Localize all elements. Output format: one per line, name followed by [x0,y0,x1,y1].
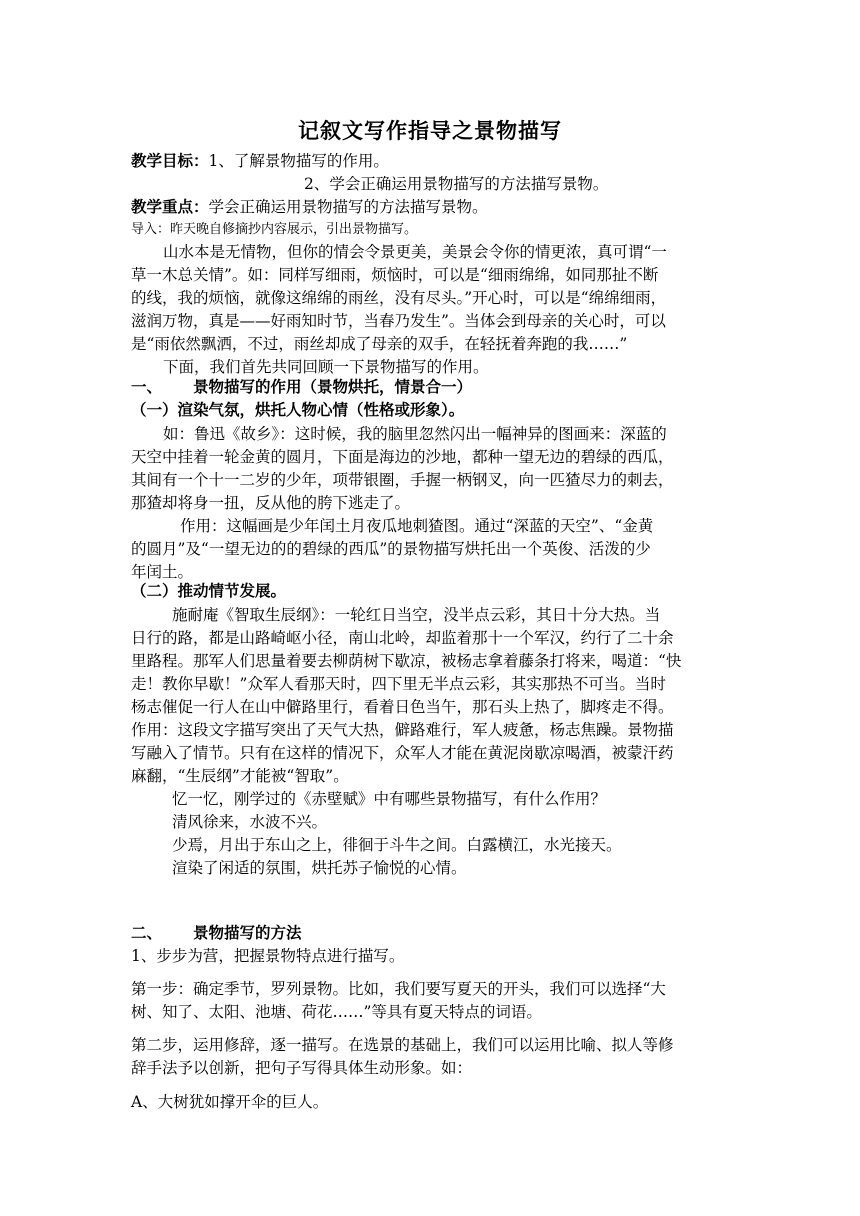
section2-heading [131,922,302,944]
section2-title: 景物描写的方法 [193,924,302,942]
step2-line: 第二步，运用修辞，逐一描写。在选景的基础上，我们可以运用比喻、拟人等修 [131,1036,674,1054]
para1-line: 山水本是无情物，但你的情会令景更美，美景会令你的情更浓，真可谓“一 [163,243,667,261]
example2-line: 作用：这段文字描写突出了天气大热，僻路难行，军人疲惫，杨志焦躁。景物描 [131,721,674,739]
effect1-line: 作用：这幅画是少年闰土月夜瓜地刺猹图。通过“深蓝的天空”、“金黄 [180,517,654,535]
objectives-line-1 [131,150,389,172]
section1-title: 景物描写的作用（景物烘托，情景合一） [193,378,473,396]
subsection2-heading: （二）推动情节发展。 [131,582,287,600]
recall-quote-2: 少焉，月出于东山之上，徘徊于斗牛之间。白露横江，水光接天。 [172,836,622,854]
example2-line: 走！教你早歇！”众军人看那天时，四下里无半点云彩，其实那热不可当。当时 [131,675,666,693]
step1-line: 第一步：确定季节，罗列景物。比如，我们要写夏天的开头，我们可以选择“大 [131,980,666,998]
step1-line: 树、知了、太阳、池塘、荷花……”等具有夏天特点的词语。 [131,1003,542,1021]
para1-line: 草一木总关情”。如：同样写细雨，烦恼时，可以是“细雨绵绵，如同那扯不断 [131,266,659,284]
para1-line: 的线，我的烦恼，就像这绵绵的雨丝，没有尽头。”开心时，可以是“绵绵细雨， [131,289,667,307]
method1-line: 1、步步为营，把握景物特点进行描写。 [131,947,405,965]
example2-line: 写融入了情节。只有在这样的情况下，众军人才能在黄泥岗歇凉喝酒，被蒙汗药 [131,744,674,762]
intro-line: 导入：昨天晚自修摘抄内容展示，引出景物描写。 [131,222,418,237]
effect1-line: 的圆月”及“一望无边的的碧绿的西瓜”的景物描写烘托出一个英俊、活泼的少 [131,540,651,558]
para2-line: 下面，我们首先共同回顾一下景物描写的作用。 [163,358,489,376]
example1-line: 其间有一个十一二岁的少年，项带银圈，手握一柄钢叉，向一匹猹尽力的刺去， [131,471,674,489]
example2-line: 杨志催促一行人在山中僻路里行，看着日色当午，那石头上热了，脚疼走不得。 [131,698,674,716]
objectives-label: 教学目标： [131,152,209,170]
recall-question: 忆一忆，刚学过的《赤壁赋》中有哪些景物描写，有什么作用？ [172,790,607,808]
recall-quote-1: 清风徐来，水波不兴。 [172,813,328,831]
subsection1-heading: （一）渲染气氛，烘托人物心情（性格或形象）。 [131,401,465,419]
objective-1: 1、了解景物描写的作用。 [208,152,389,170]
section1-heading [131,376,472,398]
example1-line: 那猹却将身一扭，反从他的胯下逃走了。 [131,494,411,512]
para1-line: 滋润万物，真是——好雨知时节，当春乃发生”。当体会到母亲的关心时，可以 [131,312,666,330]
document-title: 记叙文写作指导之景物描写 [298,119,562,143]
key-points-label: 教学重点： [131,198,209,216]
step2-line: 辞手法予以创新，把句子写得具体生动形象。如： [131,1059,473,1077]
section2-number: 二、 [131,924,163,942]
example2-line: 施耐庵《智取生辰纲》：一轮红日当空，没半点云彩，其日十分大热。当 [172,606,661,624]
para1-line: 是“雨依然飘洒，不过，雨丝却成了母亲的双手，在轻抚着奔跑的我……” [131,335,628,353]
recall-answer: 渲染了闲适的氛围，烘托苏子愉悦的心情。 [172,859,467,877]
example-a-line: A、大树犹如撑开伞的巨人。 [131,1093,329,1111]
objective-2: 2、学会正确运用景物描写的方法描写景物。 [304,175,609,193]
example2-line: 麻翻，“生辰纲”才能被“智取”。 [131,767,349,785]
example1-line: 天空中挂着一轮金黄的圆月，下面是海边的沙地，都种一望无边的碧绿的西瓜， [131,448,674,466]
effect1-line: 年闰土。 [131,563,194,581]
section1-number: 一、 [131,378,163,396]
key-points-text: 学会正确运用景物描写的方法描写景物。 [208,198,488,216]
example2-line: 里路程。那军人们思量着要去柳荫树下歇凉，被杨志拿着藤条打将来，喝道：“快 [131,652,682,670]
example1-line: 如：鲁迅《故乡》：这时候，我的脑里忽然闪出一幅神异的图画来：深蓝的 [163,425,667,443]
example2-line: 日行的路，都是山路崎岖小径，南山北岭，却监着那十一个军汉，约行了二十余 [131,629,674,647]
key-points-line [131,196,488,218]
